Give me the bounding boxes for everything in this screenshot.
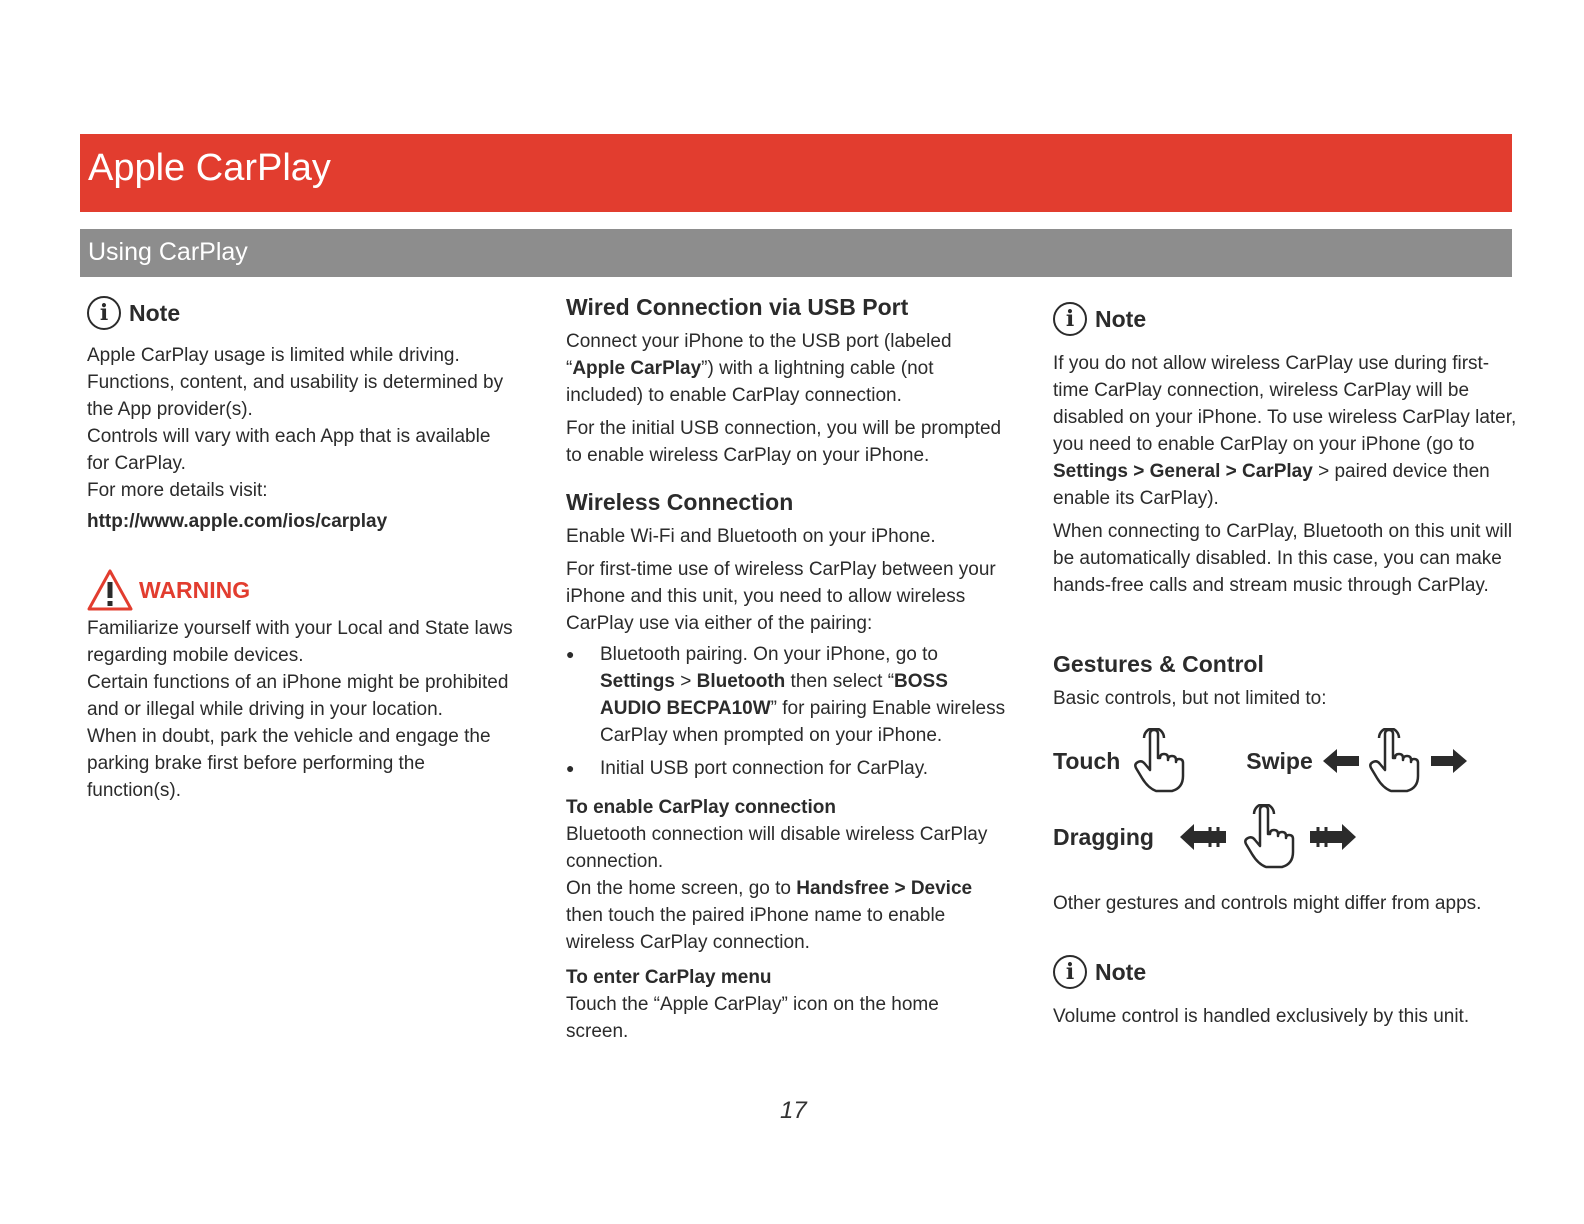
note-label: Note bbox=[129, 299, 181, 326]
info-icon: i bbox=[1053, 955, 1087, 989]
swipe-label: Swipe bbox=[1246, 747, 1313, 774]
warning-triangle-icon bbox=[87, 568, 133, 612]
arrow-right-icon bbox=[1429, 747, 1469, 775]
wired-paragraph-2: For the initial USB connection, you will be prompted to enable wireless CarPlay on your iPhone. bbox=[566, 418, 1002, 466]
warning-line: Familiarize yourself with your Local and State laws regarding mobile devices. bbox=[87, 618, 513, 666]
middle-column bbox=[566, 292, 1006, 1045]
note-heading bbox=[1053, 298, 1523, 340]
page-title: Apple CarPlay bbox=[88, 147, 331, 189]
info-icon: i bbox=[1053, 302, 1087, 336]
section-title: Using CarPlay bbox=[88, 238, 248, 266]
wired-paragraph bbox=[566, 328, 1006, 409]
section-bar bbox=[80, 229, 1512, 277]
wireless-paragraph: Enable Wi-Fi and Bluetooth on your iPhone. bbox=[566, 526, 936, 547]
warning-heading bbox=[87, 565, 517, 615]
left-column bbox=[87, 292, 517, 804]
wireless-paragraph-2: For first-time use of wireless CarPlay between your iPhone and this unit, you need to allow wireless CarPlay use via either of the pairing: bbox=[566, 559, 996, 634]
enable-paragraph-2 bbox=[566, 875, 1006, 956]
text-run: On the home screen, go to bbox=[566, 878, 797, 899]
note-line: Controls will vary with each App that is available for CarPlay. bbox=[87, 426, 491, 474]
double-arrow-left-icon bbox=[1178, 822, 1228, 852]
touch-label: Touch bbox=[1053, 747, 1121, 774]
bold-run: Handsfree > Device bbox=[796, 878, 973, 899]
right-column bbox=[1053, 298, 1523, 1030]
note-label: Note bbox=[1095, 305, 1147, 332]
dragging-label: Dragging bbox=[1053, 823, 1154, 850]
tap-hand-icon bbox=[1240, 804, 1296, 870]
note-paragraph-2: When connecting to CarPlay, Bluetooth on this unit will be automatically disabled. In this case, you can make hands-free calls and stream music through CarPlay. bbox=[1053, 521, 1513, 596]
gestures-subtitle: Basic controls, but not limited to: bbox=[1053, 688, 1327, 709]
note-line: Apple CarPlay usage is limited while driving. bbox=[87, 345, 460, 366]
note-line: For more details visit: bbox=[87, 480, 268, 501]
bold-run: Apple CarPlay bbox=[572, 358, 702, 379]
gestures-heading: Gestures & Control bbox=[1053, 651, 1264, 677]
wireless-heading: Wireless Connection bbox=[566, 489, 794, 515]
text-run: Connect your iPhone to the USB port (labeled “ bbox=[566, 331, 952, 379]
bold-run: Settings > General > CarPlay bbox=[1053, 461, 1313, 482]
enable-heading: To enable CarPlay connection bbox=[566, 797, 836, 818]
text-run: > paired device then enable its CarPlay). bbox=[1053, 461, 1490, 509]
note-line: Functions, content, and usability is determined by the App provider(s). bbox=[87, 372, 504, 420]
gestures-footer: Other gestures and controls might differ from apps. bbox=[1053, 893, 1482, 914]
note-paragraph bbox=[1053, 350, 1523, 512]
text-run: then touch the paired iPhone name to enable wireless CarPlay connection. bbox=[566, 905, 946, 953]
carplay-link[interactable]: http://www.apple.com/ios/carplay bbox=[87, 511, 388, 532]
double-arrow-right-icon bbox=[1308, 822, 1358, 852]
volume-note: Volume control is handled exclusively by this unit. bbox=[1053, 1006, 1470, 1027]
page-number: 17 bbox=[780, 1097, 807, 1124]
bold-run: Settings bbox=[600, 671, 675, 692]
bold-run: Bluetooth bbox=[696, 671, 786, 692]
text-run: If you do not allow wireless CarPlay use during first-time CarPlay connection, wireless CarPlay will be disabled on your iPhone. To use wireless CarPlay later, you need to enable CarPlay on your iPhone (go to bbox=[1053, 353, 1517, 455]
tap-hand-icon bbox=[1130, 728, 1186, 794]
enable-paragraph: Bluetooth connection will disable wireless CarPlay connection. bbox=[566, 824, 988, 872]
text-run: > bbox=[674, 671, 697, 692]
list-item bbox=[566, 641, 1006, 749]
text-run: ” for pairing Enable wireless CarPlay when prompted on your iPhone. bbox=[600, 698, 1006, 746]
text-run: then select “ bbox=[785, 671, 895, 692]
gesture-row-dragging bbox=[1053, 802, 1523, 872]
menu-heading: To enter CarPlay menu bbox=[566, 967, 772, 988]
note-heading bbox=[87, 292, 517, 334]
tap-hand-icon bbox=[1365, 728, 1421, 794]
text-run: ”) with a lightning cable (not included) to enable CarPlay connection. bbox=[566, 358, 934, 406]
pairing-list bbox=[566, 641, 1006, 782]
note-label: Note bbox=[1095, 958, 1147, 985]
note-heading bbox=[1053, 951, 1523, 993]
arrow-left-icon bbox=[1321, 747, 1361, 775]
info-icon: i bbox=[87, 296, 121, 330]
warning-line: Certain functions of an iPhone might be prohibited and or illegal while driving in your location. bbox=[87, 672, 509, 720]
wired-heading: Wired Connection via USB Port bbox=[566, 294, 909, 320]
warning-label: WARNING bbox=[139, 576, 251, 603]
list-item: ● Initial USB port connection for CarPlay. bbox=[566, 755, 1006, 782]
bold-run: BOSS AUDIO BECPA10W bbox=[600, 671, 948, 719]
menu-paragraph: Touch the “Apple CarPlay” icon on the home screen. bbox=[566, 994, 939, 1042]
text-run: Bluetooth pairing. On your iPhone, go to bbox=[600, 644, 939, 665]
gesture-row-touch-swipe bbox=[1053, 726, 1523, 796]
warning-line: When in doubt, park the vehicle and engage the parking brake first before performing the function(s). bbox=[87, 726, 491, 801]
